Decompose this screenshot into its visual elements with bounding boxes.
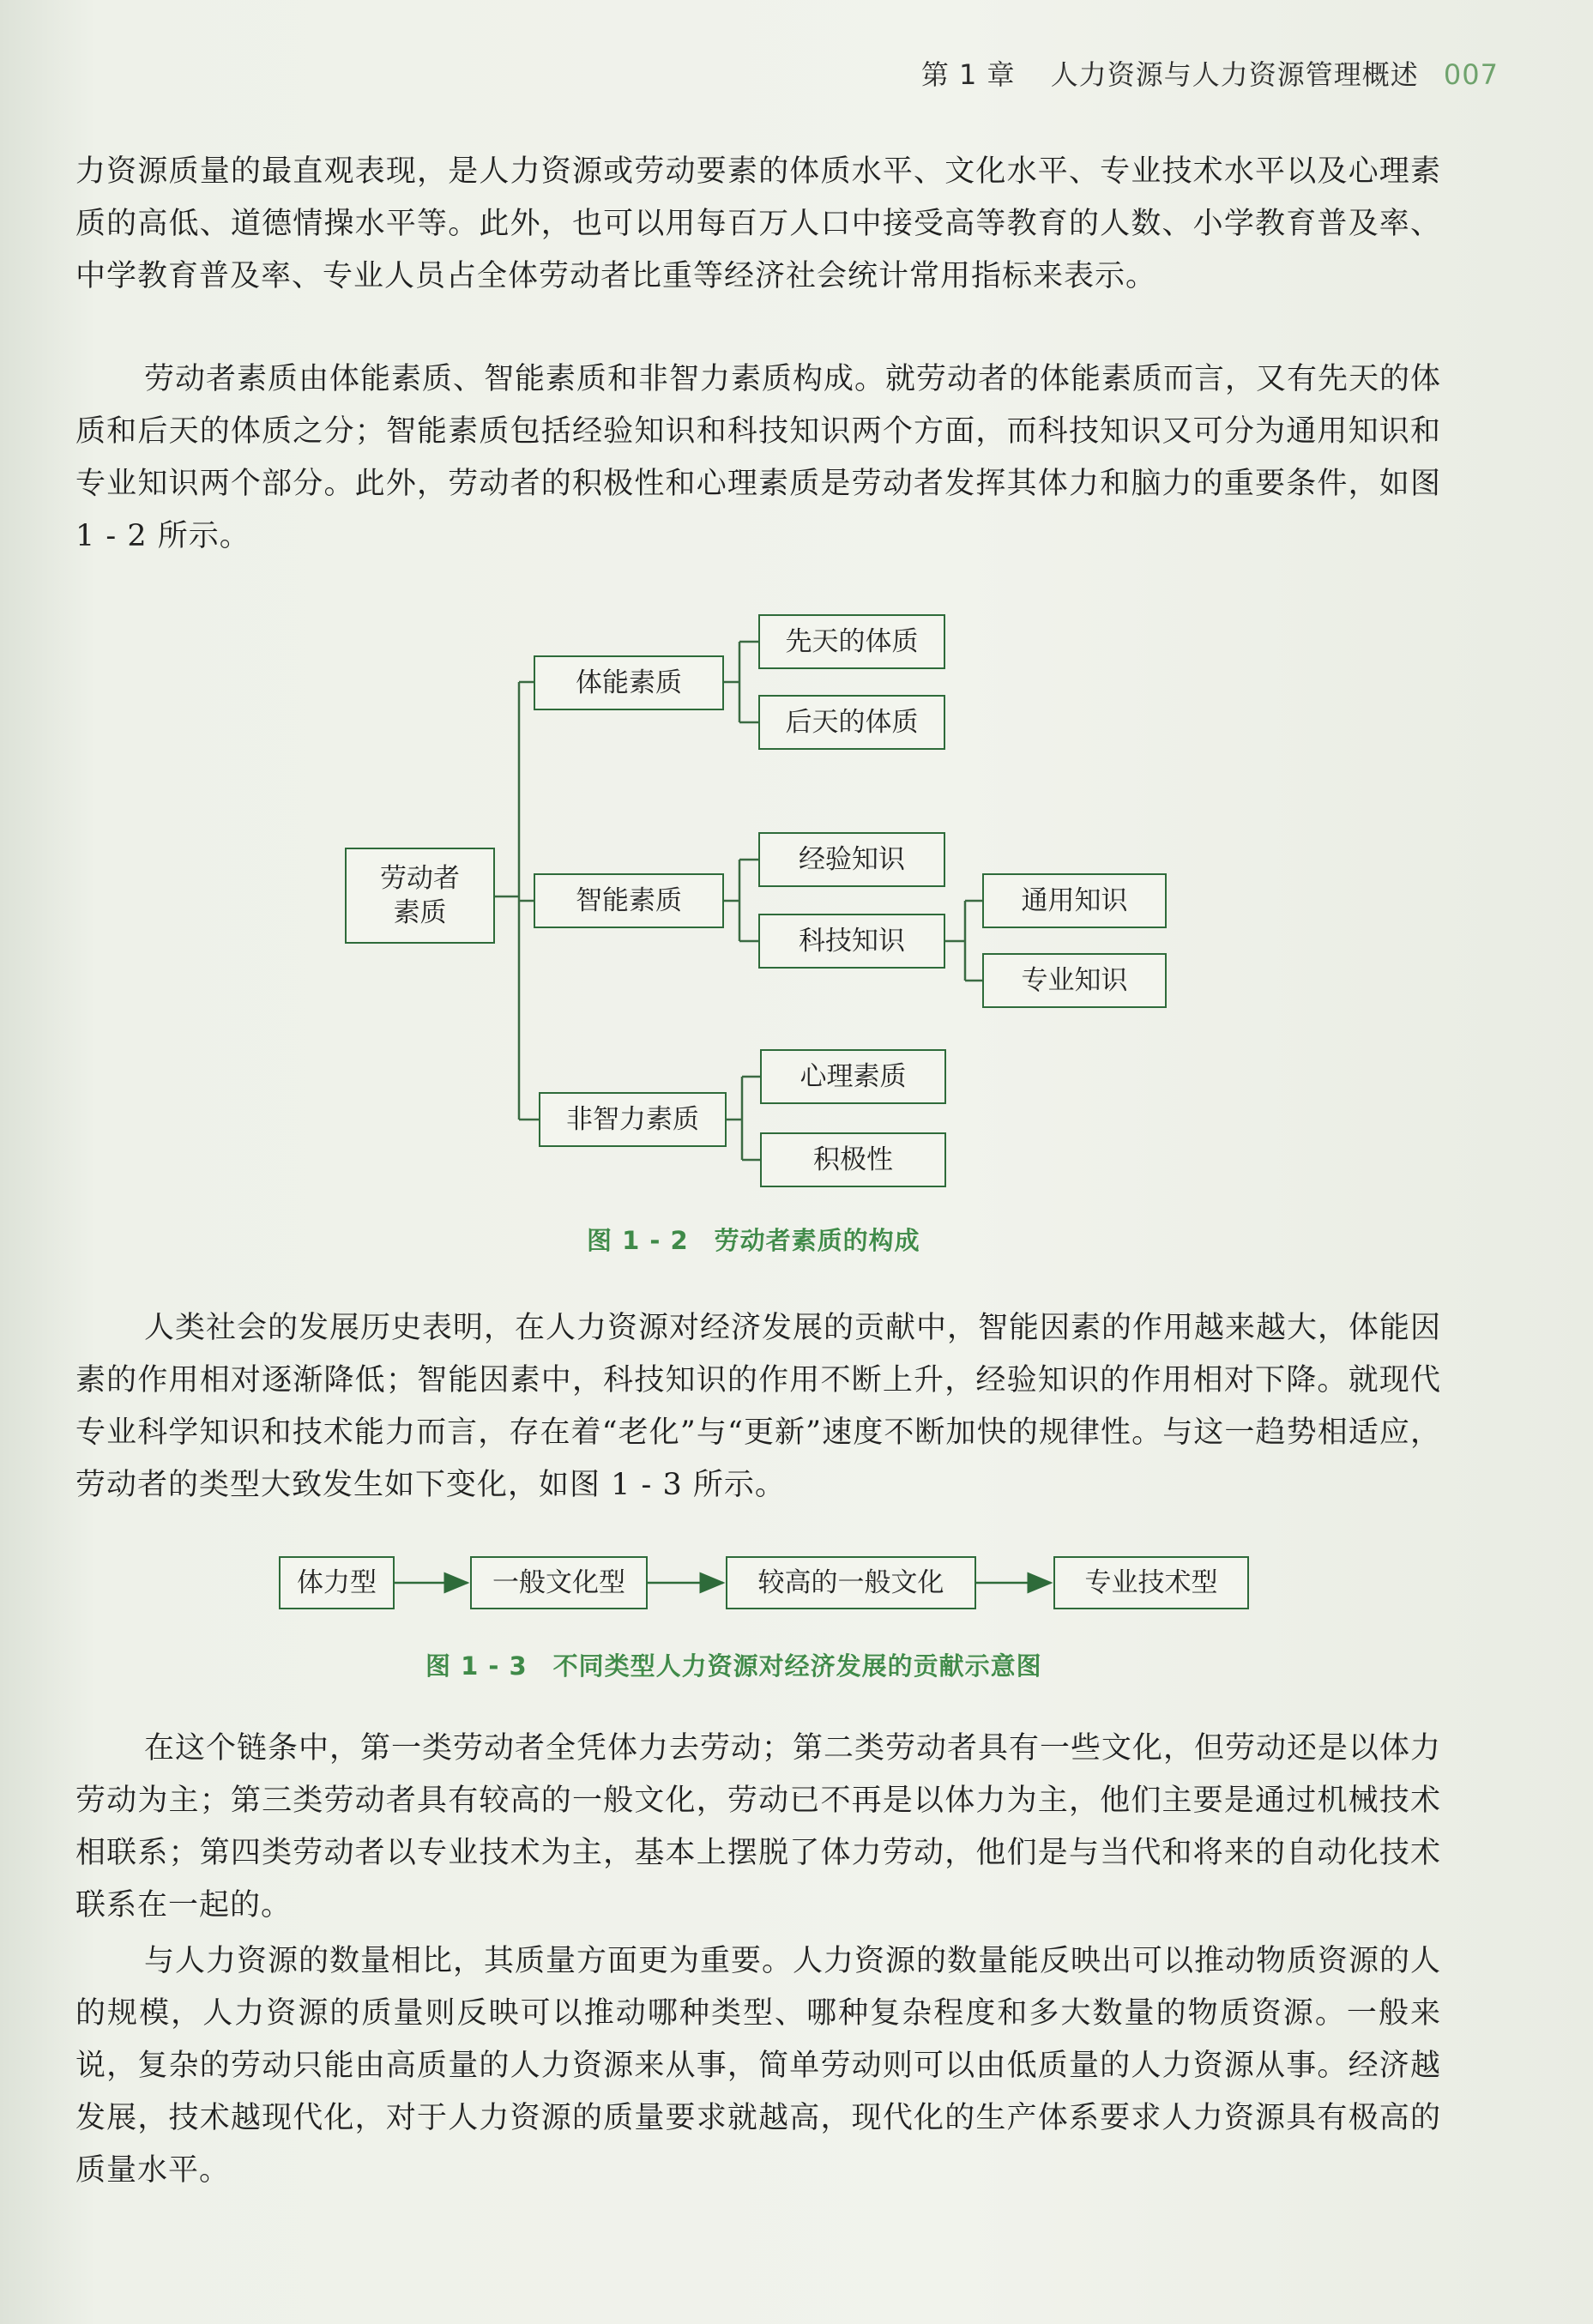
chain-general-culture-type: 一般文化型 (470, 1556, 648, 1609)
node-worker-quality-label: 劳动者 素质 (380, 863, 460, 928)
node-enthusiasm: 积极性 (760, 1132, 946, 1187)
node-experience-knowledge: 经验知识 (758, 832, 945, 887)
paragraph-4: 在这个链条中，第一类劳动者全凭体力去劳动；第二类劳动者具有一些文化，但劳动还是以体力劳动为主；第三类劳动者具有较高的一般文化，劳动已不再是以体力为主，他们主要是通过机械技术相联系；第四类劳动者以专业技术为主，基本上摆脱了体力劳动，他们是与当代和将来的自动化技术联系在一起的。 (75, 1731, 1442, 1923)
chain-physical-type: 体力型 (279, 1556, 395, 1609)
chain-professional-tech-type: 专业技术型 (1053, 1556, 1249, 1609)
node-general-knowledge: 通用知识 (982, 873, 1167, 928)
paragraph-2: 劳动者素质由体能素质、智能素质和非智力素质构成。就劳动者的体能素质而言，又有先天的体质和后天的体质之分；智能素质包括经验知识和科技知识两个方面，而科技知识又可分为通用知识和专业知识两个部分。此外，劳动者的积极性和心理素质是劳动者发挥其体力和脑力的重要条件，如图 1 - 2 所示。 (75, 362, 1442, 553)
node-innate-physique: 先天的体质 (758, 614, 945, 669)
node-physical-quality: 体能素质 (534, 655, 724, 710)
figure-1-3-caption: 图 1 - 3 不同类型人力资源对经济发展的贡献示意图 (425, 1651, 1042, 1681)
figure-1-2-caption: 图 1 - 2 劳动者素质的构成 (587, 1226, 920, 1255)
node-nonintellectual-quality: 非智力素质 (539, 1092, 727, 1147)
node-acquired-physique: 后天的体质 (758, 695, 945, 750)
chapter-title: 人力资源与人力资源管理概述 (1050, 58, 1419, 91)
node-psychological-quality: 心理素质 (760, 1049, 946, 1104)
node-professional-knowledge: 专业知识 (982, 953, 1167, 1008)
paragraph-5: 与人力资源的数量相比，其质量方面更为重要。人力资源的数量能反映出可以推动物质资源的人的规模，人力资源的质量则反映可以推动哪种类型、哪种复杂程度和多大数量的物质资源。一般来说，复杂的劳动只能由高质量的人力资源来从事，简单劳动则可以由低质量的人力资源从事。经济越发展，技术越现代化，对于人力资源的质量要求就越高，现代化的生产体系要求人力资源具有极高的质量水平。 (75, 1944, 1442, 2188)
node-scitech-knowledge: 科技知识 (758, 914, 945, 969)
paragraph-3: 人类社会的发展历史表明，在人力资源对经济发展的贡献中，智能因素的作用越来越大，体能因素的作用相对逐渐降低；智能因素中，科技知识的作用不断上升，经验知识的作用相对下降。就现代专业科学知识和技术能力而言，存在着“老化”与“更新”速度不断加快的规律性。与这一趋势相适应，劳动者的类型大致发生如下变化，如图 1 - 3 所示。 (75, 1311, 1442, 1502)
node-intellectual-quality: 智能素质 (534, 873, 724, 928)
page-number: 007 (1443, 58, 1499, 91)
chapter-label: 第 1 章 (920, 58, 1016, 91)
paragraph-1: 力资源质量的最直观表现，是人力资源或劳动要素的体质水平、文化水平、专业技术水平以及心理素质的高低、道德情操水平等。此外，也可以用每百万人口中接受高等教育的人数、小学教育普及率、中学教育普及率、专业人员占全体劳动者比重等经济社会统计常用指标来表示。 (75, 154, 1441, 293)
chain-higher-general-culture: 较高的一般文化 (726, 1556, 976, 1609)
